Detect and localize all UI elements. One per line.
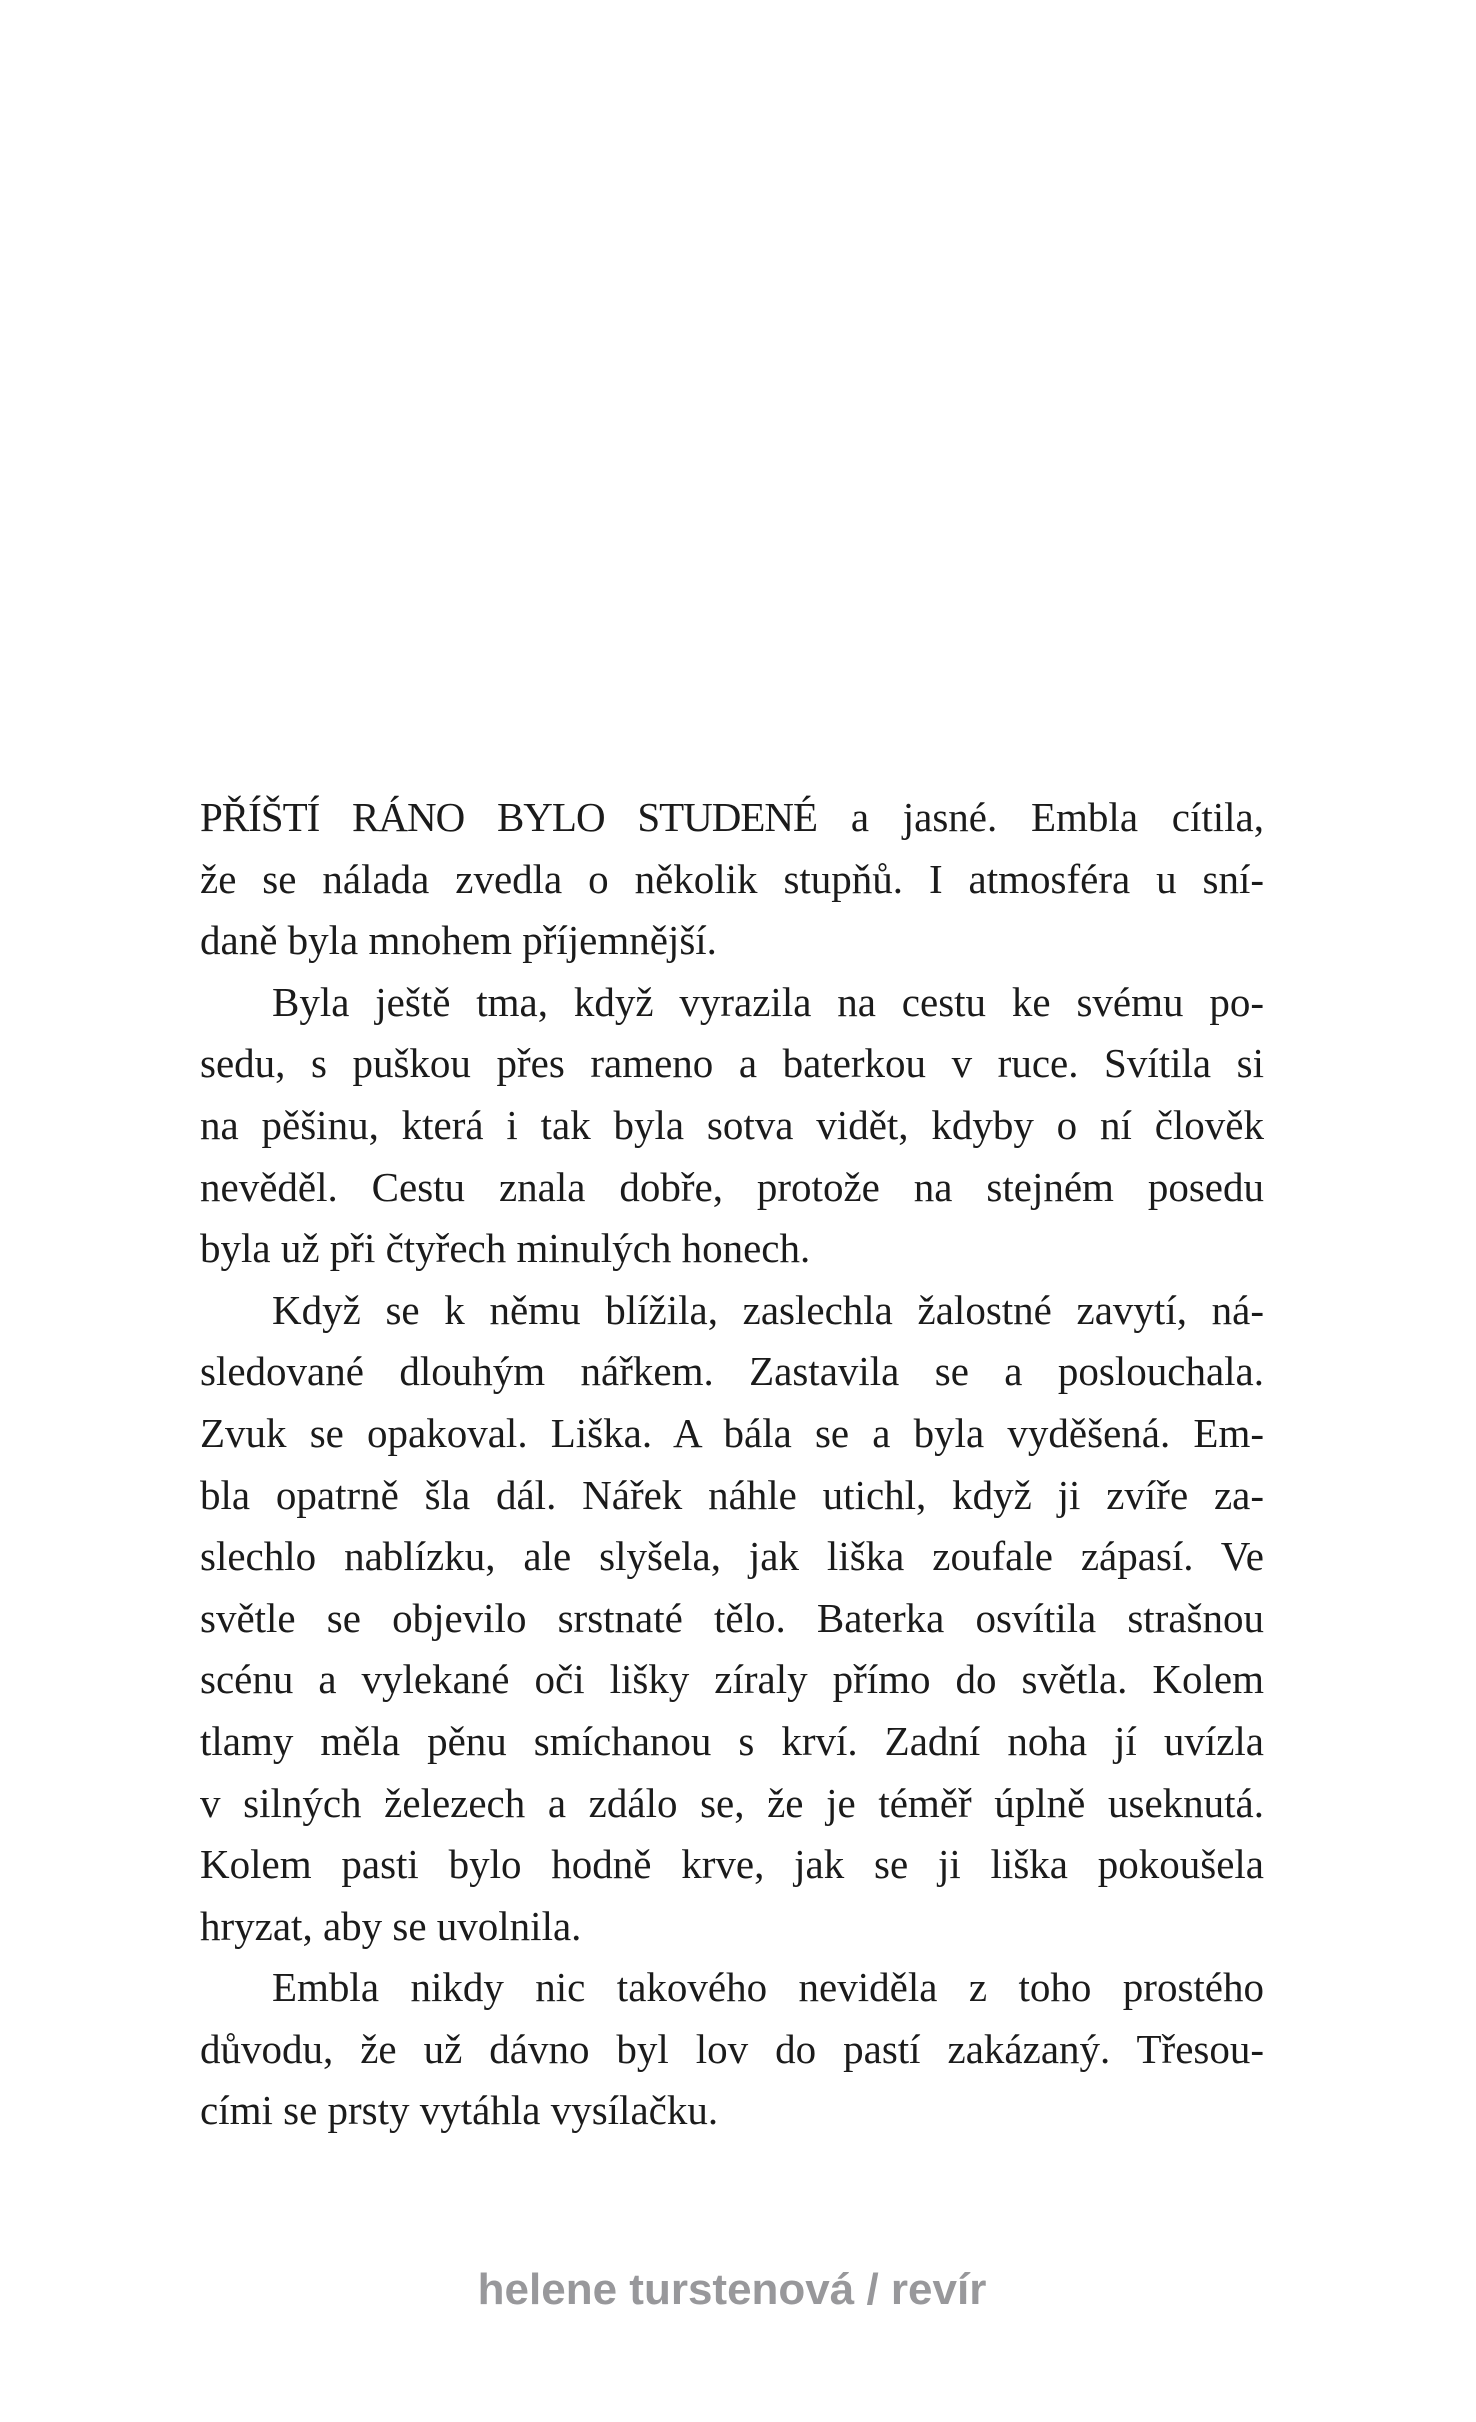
text-line: cími se prsty vytáhla vysílačku. bbox=[200, 2087, 719, 2134]
footer-author-title: helene turstenová / revír bbox=[477, 2265, 987, 2314]
text-line: PŘÍŠTÍ RÁNO BYLO STUDENÉ a jasné. Embla cítila, bbox=[200, 794, 1264, 840]
text-line: scénu a vylekané oči lišky zíraly přímo do světla. Kolem bbox=[200, 1656, 1264, 1703]
text-line: slechlo nablízku, ale slyšela, jak liška zoufale zápasí. Ve bbox=[200, 1533, 1264, 1580]
text-line: daně byla mnohem příjemnější. bbox=[200, 917, 717, 964]
text-line: že se nálada zvedla o několik stupňů. I atmosféra u sní- bbox=[200, 855, 1264, 902]
lead-in-caps: PŘÍŠTÍ RÁNO BYLO STUDENÉ bbox=[200, 794, 818, 840]
text-line: v silných železech a zdálo se, že je téměř úplně useknutá. bbox=[200, 1779, 1264, 1826]
body-text bbox=[200, 787, 1264, 2142]
text-line: světle se objevilo srstnaté tělo. Baterka osvítila strašnou bbox=[200, 1594, 1264, 1641]
text-line: důvodu, že už dávno byl lov do pastí zakázaný. Třesou- bbox=[200, 2025, 1264, 2072]
text-line: Byla ještě tma, když vyrazila na cestu ke svému po- bbox=[272, 978, 1264, 1025]
text-line: tlamy měla pěnu smíchanou s krví. Zadní noha jí uvízla bbox=[200, 1717, 1264, 1764]
text-line: byla už při čtyřech minulých honech. bbox=[200, 1225, 811, 1272]
text-line: Kolem pasti bylo hodně krve, jak se ji liška pokoušela bbox=[200, 1841, 1264, 1888]
text-line: nevěděl. Cestu znala dobře, protože na stejném posedu bbox=[200, 1163, 1264, 1210]
text-line: na pěšinu, která i tak byla sotva vidět, kdyby o ní člověk bbox=[200, 1101, 1264, 1148]
text-line: Embla nikdy nic takového neviděla z toho prostého bbox=[272, 1964, 1264, 2011]
text-line: bla opatrně šla dál. Nářek náhle utichl, když ji zvíře za- bbox=[200, 1471, 1264, 1518]
text-line: sledované dlouhým nářkem. Zastavila se a poslouchala. bbox=[200, 1348, 1264, 1395]
running-footer bbox=[200, 2266, 1264, 2314]
text-line: hryzat, aby se uvolnila. bbox=[200, 1902, 582, 1949]
text-line: Zvuk se opakoval. Liška. A bála se a byla vyděšená. Em- bbox=[200, 1409, 1264, 1456]
text-line: sedu, s puškou přes rameno a baterkou v ruce. Svítila si bbox=[200, 1040, 1264, 1087]
text-line: Když se k němu blížila, zaslechla žalostné zavytí, ná- bbox=[272, 1286, 1264, 1333]
